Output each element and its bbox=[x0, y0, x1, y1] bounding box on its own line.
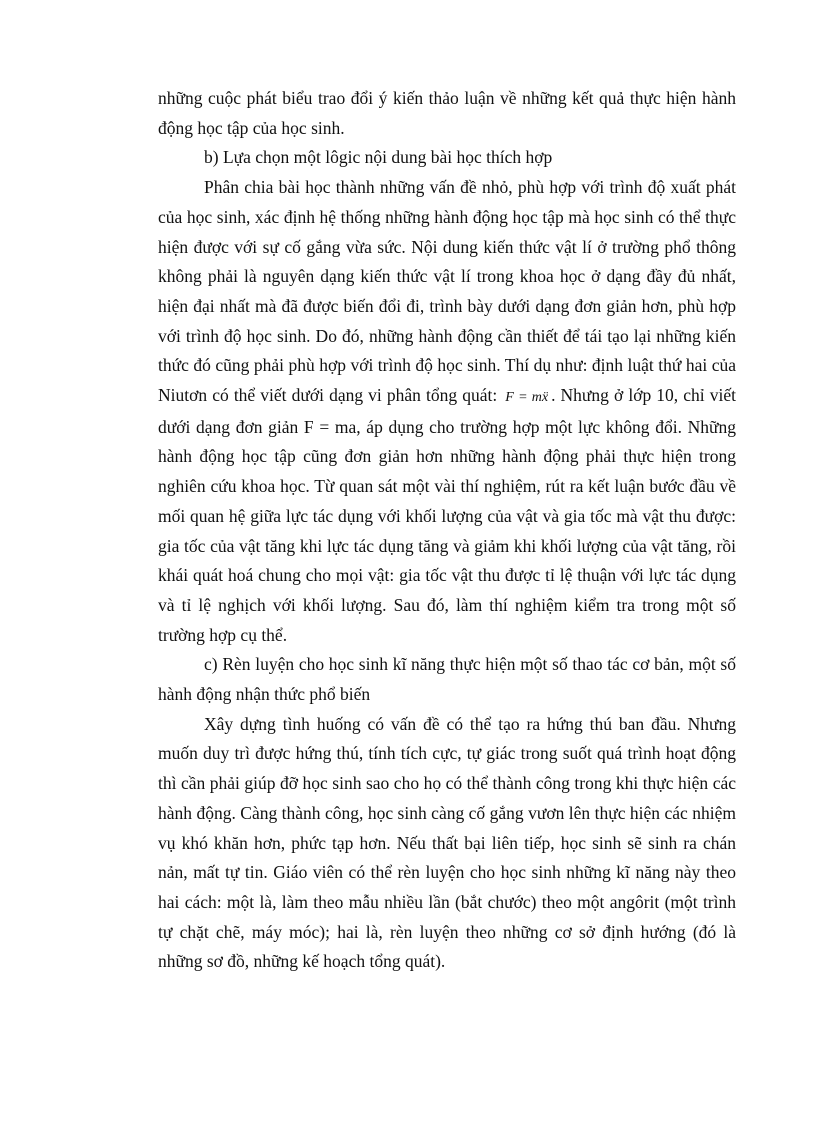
newton-formula: F = mẍ bbox=[505, 390, 549, 406]
heading-c: c) Rèn luyện cho học sinh kĩ năng thực hiện một số thao tác cơ bản, một số hành động nhận thức phổ biến bbox=[158, 654, 736, 705]
heading-b: b) Lựa chọn một lôgic nội dung bài học thích hợp bbox=[204, 147, 553, 168]
paragraph-continuation: những cuộc phát biểu trao đổi ý kiến thảo luận về những kết quả thực hiện hành động học tập của học sinh. bbox=[158, 88, 736, 138]
document-page bbox=[158, 84, 736, 977]
paragraph-text: . Nhưng ở lớp 10, chỉ viết dưới dạng đơn giản F = ma, áp dụng cho trường hợp một lực không đổi. Những hành động học tập cũng đơn giản hơn những hành động phải thực hiện trong nghiên cứu khoa học. Từ quan sát một vài thí nghiệm, rút ra kết luận bước đầu về mối quan hệ giữa lực tác dụng với khối lượng của vật và gia tốc mà vật thu được: gia tốc của vật tăng khi lực tác dụng tăng và giảm khi khối lượng của vật tăng, rồi khái quát hoá chung cho mọi vật: gia tốc vật thu được tỉ lệ thuận với lực tác dụng và tỉ lệ nghịch với khối lượng. Sau đó, làm thí nghiệm kiểm tra trong một số trường hợp cụ thể. bbox=[158, 385, 736, 645]
paragraph-skills: Xây dựng tình huống có vấn đề có thể tạo ra hứng thú ban đầu. Nhưng muốn duy trì được hứng thú, tính tích cực, tự giác trong suốt quá trình hoạt động thì cần phải giúp đỡ học sinh sao cho họ có thể thành công trong khi thực hiện các hành động. Càng thành công, học sinh càng cố gắng vươn lên thực hiện các nhiệm vụ khó khăn hơn, phức tạp hơn. Nếu thất bại liên tiếp, học sinh sẽ sinh ra chán nản, mất tự tin. Giáo viên có thể rèn luyện cho học sinh những kĩ năng này theo hai cách: một là, làm theo mẫu nhiều lần (bắt chước) theo một angôrit (một trình tự chặt chẽ, máy móc); hai là, rèn luyện theo những cơ sở định hướng (đó là những sơ đồ, những kế hoạch tổng quát). bbox=[158, 713, 736, 972]
paragraph-text: Phân chia bài học thành những vấn đề nhỏ, phù hợp với trình độ xuất phát của học sinh, xác định hệ thống những hành động học tập mà học sinh có thể thực hiện được với sự cố gắng vừa sức. Nội dung kiến thức vật lí ở trường phổ thông không phải là nguyên dạng kiến thức vật lí trong khoa học ở dạng đầy đủ nhất, hiện đại nhất mà đã được biến đổi đi, trình bày dưới dạng đơn giản hơn, phù hợp với trình độ học sinh. Do đó, những hành động cần thiết để tái tạo lại những kiến thức đó cũng phải phù hợp với trình độ học sinh. Thí dụ như: định luật thứ hai của Niutơn có thể viết dưới dạng vi phân tổng quát: bbox=[158, 177, 736, 406]
paragraph-content-logic bbox=[158, 173, 736, 650]
